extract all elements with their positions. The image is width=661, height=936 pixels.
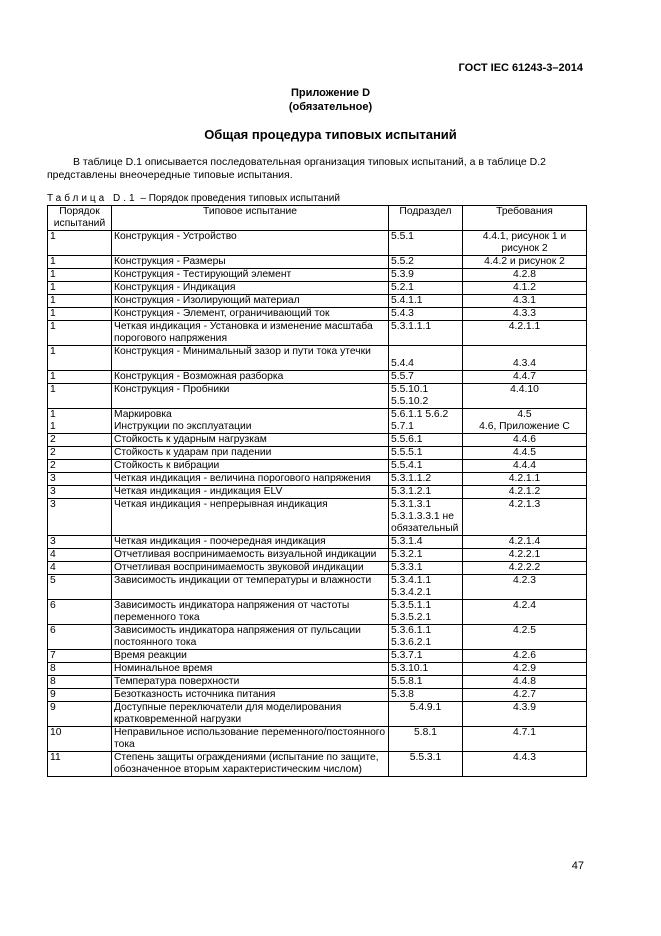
cell-section: 5.4.3 <box>389 308 463 321</box>
table-caption <box>47 193 340 204</box>
cell-order: 3 <box>48 536 112 549</box>
cell-section: 5.3.10.1 <box>389 663 463 676</box>
header-section: Подраздел <box>389 206 463 231</box>
intro-paragraph: В таблице D.1 описывается последовательная организация типовых испытаний, а в таблице D.2 представлены внеочередные типовые испытания. <box>47 156 546 181</box>
cell-section: 5.3.1.1.2 <box>389 473 463 486</box>
cell-test: Температура поверхности <box>112 676 389 689</box>
table-row <box>48 473 587 486</box>
cell-section: 5.3.1.4 <box>389 536 463 549</box>
cell-test: Доступные переключатели для моделирования кратковременной нагрузки <box>112 702 389 727</box>
cell-order: 11 <box>48 752 112 777</box>
table-row <box>48 536 587 549</box>
cell-test: Степень защиты ограждениями (испытание по защите, обозначенное вторым характеристическим числом) <box>112 752 389 777</box>
cell-test: Конструкция - Возможная разборка <box>112 371 389 384</box>
cell-test: Отчетливая воспринимаемость визуальной индикации <box>112 549 389 562</box>
cell-requirements: 4.2.2.2 <box>463 562 587 575</box>
cell-test: Стойкость к вибрации <box>112 460 389 473</box>
cell-section: 5.3.4.1.1 5.3.4.2.1 <box>389 575 463 600</box>
cell-section: 5.3.2.1 <box>389 549 463 562</box>
header-requirements: Требования <box>463 206 587 231</box>
cell-test: Время реакции <box>112 650 389 663</box>
cell-requirements: 4.4.5 <box>463 447 587 460</box>
cell-order: 4 <box>48 562 112 575</box>
cell-order: 6 <box>48 625 112 650</box>
table-row <box>48 321 587 346</box>
cell-test: Зависимость индикатора напряжения от пульсации постоянного тока <box>112 625 389 650</box>
cell-requirements: 4.2.2.1 <box>463 549 587 562</box>
cell-requirements: 4.2.9 <box>463 663 587 676</box>
cell-section: 5.5.8.1 <box>389 676 463 689</box>
cell-order: 8 <box>48 663 112 676</box>
cell-section: 5.5.4.1 <box>389 460 463 473</box>
table-row <box>48 447 587 460</box>
cell-test: Безотказность источника питания <box>112 689 389 702</box>
cell-requirements: 4.2.6 <box>463 650 587 663</box>
type-tests-table <box>47 205 587 777</box>
cell-order: 1 <box>48 256 112 269</box>
table-row <box>48 727 587 752</box>
cell-requirements: 4.4.10 <box>463 384 587 409</box>
cell-order: 9 <box>48 702 112 727</box>
cell-test: Конструкция - Индикация <box>112 282 389 295</box>
table-row <box>48 625 587 650</box>
cell-section: 5.2.1 <box>389 282 463 295</box>
cell-requirements: 4.4.1, рисунок 1 и рисунок 2 <box>463 231 587 256</box>
cell-test: Зависимость индикации от температуры и влажности <box>112 575 389 600</box>
cell-section: 5.4.4 <box>389 346 463 371</box>
table-row <box>48 499 587 536</box>
cell-test: Маркировка Инструкции по эксплуатации <box>112 409 389 434</box>
cell-requirements: 4.2.7 <box>463 689 587 702</box>
cell-test: Четкая индикация - поочередная индикация <box>112 536 389 549</box>
table-row <box>48 384 587 409</box>
table-row <box>48 256 587 269</box>
cell-requirements: 4.4.4 <box>463 460 587 473</box>
cell-test: Конструкция - Элемент, ограничивающий ток <box>112 308 389 321</box>
annex-title: Приложение D <box>290 87 371 99</box>
cell-section: 5.3.6.1.1 5.3.6.2.1 <box>389 625 463 650</box>
cell-section: 5.3.7.1 <box>389 650 463 663</box>
table-row <box>48 409 587 434</box>
table-header-row <box>48 206 587 231</box>
table-row <box>48 346 587 371</box>
annex-status: (обязательное) <box>288 101 373 113</box>
cell-order: 3 <box>48 486 112 499</box>
cell-requirements: 4.3.3 <box>463 308 587 321</box>
cell-section: 5.3.1.1.1 <box>389 321 463 346</box>
cell-test: Конструкция - Изолирующий материал <box>112 295 389 308</box>
cell-test: Стойкость к ударам при падении <box>112 447 389 460</box>
cell-requirements: 4.2.1.2 <box>463 486 587 499</box>
cell-test: Четкая индикация - непрерывная индикация <box>112 499 389 536</box>
cell-section: 5.5.3.1 <box>389 752 463 777</box>
cell-requirements: 4.7.1 <box>463 727 587 752</box>
cell-requirements: 4.2.1.4 <box>463 536 587 549</box>
cell-requirements: 4.2.1.1 <box>463 321 587 346</box>
cell-section: 5.5.10.1 5.5.10.2 <box>389 384 463 409</box>
cell-order: 3 <box>48 473 112 486</box>
table-row <box>48 434 587 447</box>
cell-section: 5.3.1.2.1 <box>389 486 463 499</box>
cell-section: 5.4.9.1 <box>389 702 463 727</box>
cell-order: 3 <box>48 499 112 536</box>
cell-test: Конструкция - Тестирующий элемент <box>112 269 389 282</box>
cell-section: 5.5.6.1 <box>389 434 463 447</box>
cell-test: Конструкция - Минимальный зазор и пути тока утечки <box>112 346 389 371</box>
cell-order: 2 <box>48 460 112 473</box>
cell-order: 4 <box>48 549 112 562</box>
cell-test: Четкая индикация - Установка и изменение масштаба порогового напряжения <box>112 321 389 346</box>
table-row <box>48 282 587 295</box>
standard-designation: ГОСТ IEC 61243-3–2014 <box>458 62 583 74</box>
table-caption-label: Таблица D.1 <box>47 193 138 204</box>
cell-test: Стойкость к ударным нагрузкам <box>112 434 389 447</box>
cell-section: 5.5.2 <box>389 256 463 269</box>
cell-order: 5 <box>48 575 112 600</box>
table-row <box>48 460 587 473</box>
cell-section: 5.8.1 <box>389 727 463 752</box>
table-row <box>48 231 587 256</box>
table-row <box>48 689 587 702</box>
cell-requirements: 4.2.1.3 <box>463 499 587 536</box>
cell-test: Зависимость индикатора напряжения от частоты переменного тока <box>112 600 389 625</box>
cell-order: 1 <box>48 282 112 295</box>
table-row <box>48 308 587 321</box>
table-row <box>48 676 587 689</box>
table-row <box>48 549 587 562</box>
cell-test: Четкая индикация - индикация ELV <box>112 486 389 499</box>
cell-requirements: 4.2.3 <box>463 575 587 600</box>
cell-order: 10 <box>48 727 112 752</box>
table-row <box>48 486 587 499</box>
cell-requirements: 4.5 4.6, Приложение С <box>463 409 587 434</box>
annex-heading <box>0 86 661 114</box>
cell-section: 5.5.5.1 <box>389 447 463 460</box>
table-row <box>48 702 587 727</box>
cell-order: 1 <box>48 308 112 321</box>
cell-requirements: 4.1.2 <box>463 282 587 295</box>
cell-section: 5.3.3.1 <box>389 562 463 575</box>
cell-requirements: 4.4.3 <box>463 752 587 777</box>
cell-section: 5.5.1 <box>389 231 463 256</box>
cell-order: 1 <box>48 371 112 384</box>
cell-order: 1 <box>48 295 112 308</box>
cell-order: 1 <box>48 231 112 256</box>
cell-requirements: 4.3.1 <box>463 295 587 308</box>
cell-order: 6 <box>48 600 112 625</box>
cell-test: Четкая индикация - величина порогового напряжения <box>112 473 389 486</box>
cell-test: Отчетливая воспринимаемость звуковой индикации <box>112 562 389 575</box>
cell-test: Конструкция - Устройство <box>112 231 389 256</box>
table-caption-dash: – <box>137 193 149 204</box>
cell-requirements: 4.4.2 и рисунок 2 <box>463 256 587 269</box>
header-test: Типовое испытание <box>112 206 389 231</box>
cell-section: 5.3.9 <box>389 269 463 282</box>
table-row <box>48 752 587 777</box>
cell-order: 7 <box>48 650 112 663</box>
cell-section: 5.5.7 <box>389 371 463 384</box>
cell-order: 1 <box>48 321 112 346</box>
table-row <box>48 575 587 600</box>
cell-requirements: 4.4.8 <box>463 676 587 689</box>
cell-requirements: 4.4.6 <box>463 434 587 447</box>
header-order: Порядок испытаний <box>48 206 112 231</box>
cell-requirements: 4.2.8 <box>463 269 587 282</box>
cell-requirements: 4.3.4 <box>463 346 587 371</box>
cell-test: Конструкция - Пробники <box>112 384 389 409</box>
cell-requirements: 4.2.1.1 <box>463 473 587 486</box>
cell-requirements: 4.3.9 <box>463 702 587 727</box>
cell-order: 1 <box>48 346 112 371</box>
cell-order: 2 <box>48 434 112 447</box>
table-row <box>48 371 587 384</box>
table-row <box>48 600 587 625</box>
table-row <box>48 663 587 676</box>
cell-order: 2 <box>48 447 112 460</box>
page-title: Общая процедура типовых испытаний <box>204 127 457 142</box>
cell-order: 1 <box>48 269 112 282</box>
cell-section: 5.3.5.1.1 5.3.5.2.1 <box>389 600 463 625</box>
cell-section: 5.3.8 <box>389 689 463 702</box>
cell-section: 5.4.1.1 <box>389 295 463 308</box>
table-row <box>48 295 587 308</box>
cell-order: 1 <box>48 384 112 409</box>
cell-order: 1 1 <box>48 409 112 434</box>
cell-test: Номинальное время <box>112 663 389 676</box>
page-number: 47 <box>571 860 584 872</box>
cell-test: Конструкция - Размеры <box>112 256 389 269</box>
table-body <box>48 231 587 777</box>
cell-order: 8 <box>48 676 112 689</box>
cell-test: Неправильное использование переменного/постоянного тока <box>112 727 389 752</box>
cell-section: 5.6.1.1 5.6.2 5.7.1 <box>389 409 463 434</box>
cell-requirements: 4.4.7 <box>463 371 587 384</box>
cell-requirements: 4.2.4 <box>463 600 587 625</box>
cell-requirements: 4.2.5 <box>463 625 587 650</box>
table-row <box>48 650 587 663</box>
cell-section: 5.3.1.3.1 5.3.1.3.3.1 не обязательный <box>389 499 463 536</box>
table-row <box>48 269 587 282</box>
cell-order: 9 <box>48 689 112 702</box>
table-row <box>48 562 587 575</box>
table-caption-text: Порядок проведения типовых испытаний <box>148 193 340 204</box>
